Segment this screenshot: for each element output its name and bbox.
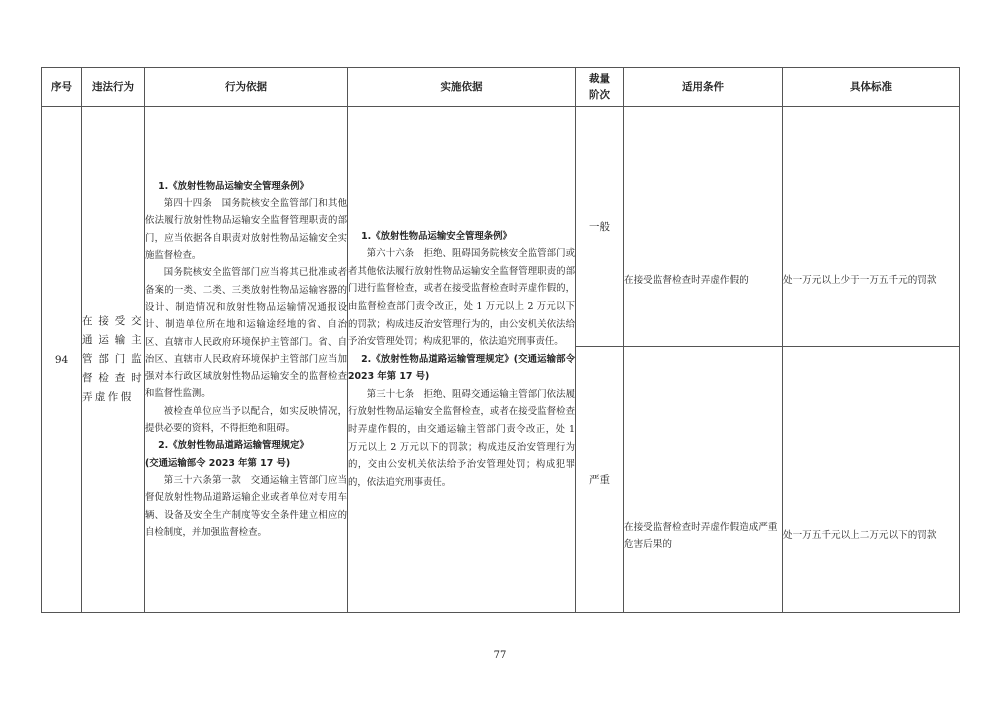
impl-law-1: 1.《放射性物品运输安全管理条例》 xyxy=(361,230,512,242)
level-serious: 严重 xyxy=(576,347,624,613)
level-general: 一般 xyxy=(576,107,624,347)
impl-law-2: 2.《放射性物品道路运输管理规定》(交通运输部令 2023 年第 17 号) xyxy=(348,353,575,383)
impl-article-66: 第六十六条 拒绝、阻碍国务院核安全监管部门或者其他依法履行放射性物品运输安全监督管理职责的部门进行监督检查，或者在接受监督检查时弄虚作假的，由监督检查部门责令改正，处 1 万元以上 2 万元以下的罚款；构成违反治安管理行为的，由公安机关依法给予治安管理处罚；构成犯罪的，依法追究刑事责任。 xyxy=(348,248,575,348)
table-row xyxy=(42,107,960,347)
penalty-table xyxy=(41,67,960,613)
header-condition: 适用条件 xyxy=(624,68,783,107)
basis-law-2: 2.《放射性物品道路运输管理规定》 xyxy=(158,440,309,452)
header-implementation: 实施依据 xyxy=(348,68,576,107)
header-row xyxy=(42,68,960,107)
header-basis: 行为依据 xyxy=(145,68,348,107)
header-violation: 违法行为 xyxy=(82,68,145,107)
row-seq: 94 xyxy=(42,107,82,613)
row-basis xyxy=(145,107,348,613)
basis-article-36: 第三十六条第一款 交通运输主管部门应当督促放射性物品道路运输企业或者单位对专用车辆、设备及安全生产制度等安全条件建立相应的自检制度，并加强监督检查。 xyxy=(145,474,347,538)
basis-law-1: 1.《放射性物品运输安全管理条例》 xyxy=(158,180,309,192)
header-standard: 具体标准 xyxy=(783,68,960,107)
page-number: 77 xyxy=(493,650,507,661)
row-violation: 在接受交通运输主管部门监督检查时弄虚作假 xyxy=(82,107,145,613)
basis-article-44-p2: 国务院核安全监管部门应当将其已批准或者备案的一类、二类、三类放射性物品运输容器的设计、制造情况和放射性物品运输情况通报设计、制造单位所在地和运输途经地的省、自治区、直辖市人民政府环境保护主管部门。省、自治区、直辖市人民政府环境保护主管部门应当加强对本行政区域放射性物品运输安全的监督检查和监督性监测。 xyxy=(145,267,347,400)
basis-law-2-decree: (交通运输部令 2023 年第 17 号) xyxy=(145,457,291,469)
header-seq: 序号 xyxy=(42,68,82,107)
basis-article-44: 第四十四条 国务院核安全监管部门和其他依法履行放射性物品运输安全监督管理职责的部门，应当依据各自职责对放射性物品运输安全实施监督检查。 xyxy=(145,198,347,262)
row-implementation xyxy=(348,107,576,613)
condition-general: 在接受监督检查时弄虚作假的 xyxy=(624,107,783,347)
standard-general: 处一万元以上少于一万五千元的罚款 xyxy=(783,107,960,347)
header-level: 裁量阶次 xyxy=(576,68,624,107)
basis-article-44-p3: 被检查单位应当予以配合，如实反映情况，提供必要的资料，不得拒绝和阻碍。 xyxy=(145,405,347,435)
impl-article-37: 第三十七条 拒绝、阻碍交通运输主管部门依法履行放射性物品运输安全监督检查，或者在接受监督检查时弄虚作假的，由交通运输主管部门责令改正，处 1 万元以上 2 万元以下的罚款；构成违反治安管理行为的，交由公安机关依法给予治安管理处罚；构成犯罪的，依法追究刑事责任。 xyxy=(348,388,575,488)
condition-serious: 在接受监督检查时弄虚作假造成严重危害后果的 xyxy=(624,347,783,613)
standard-serious: 处一万五千元以上二万元以下的罚款 xyxy=(783,347,960,613)
